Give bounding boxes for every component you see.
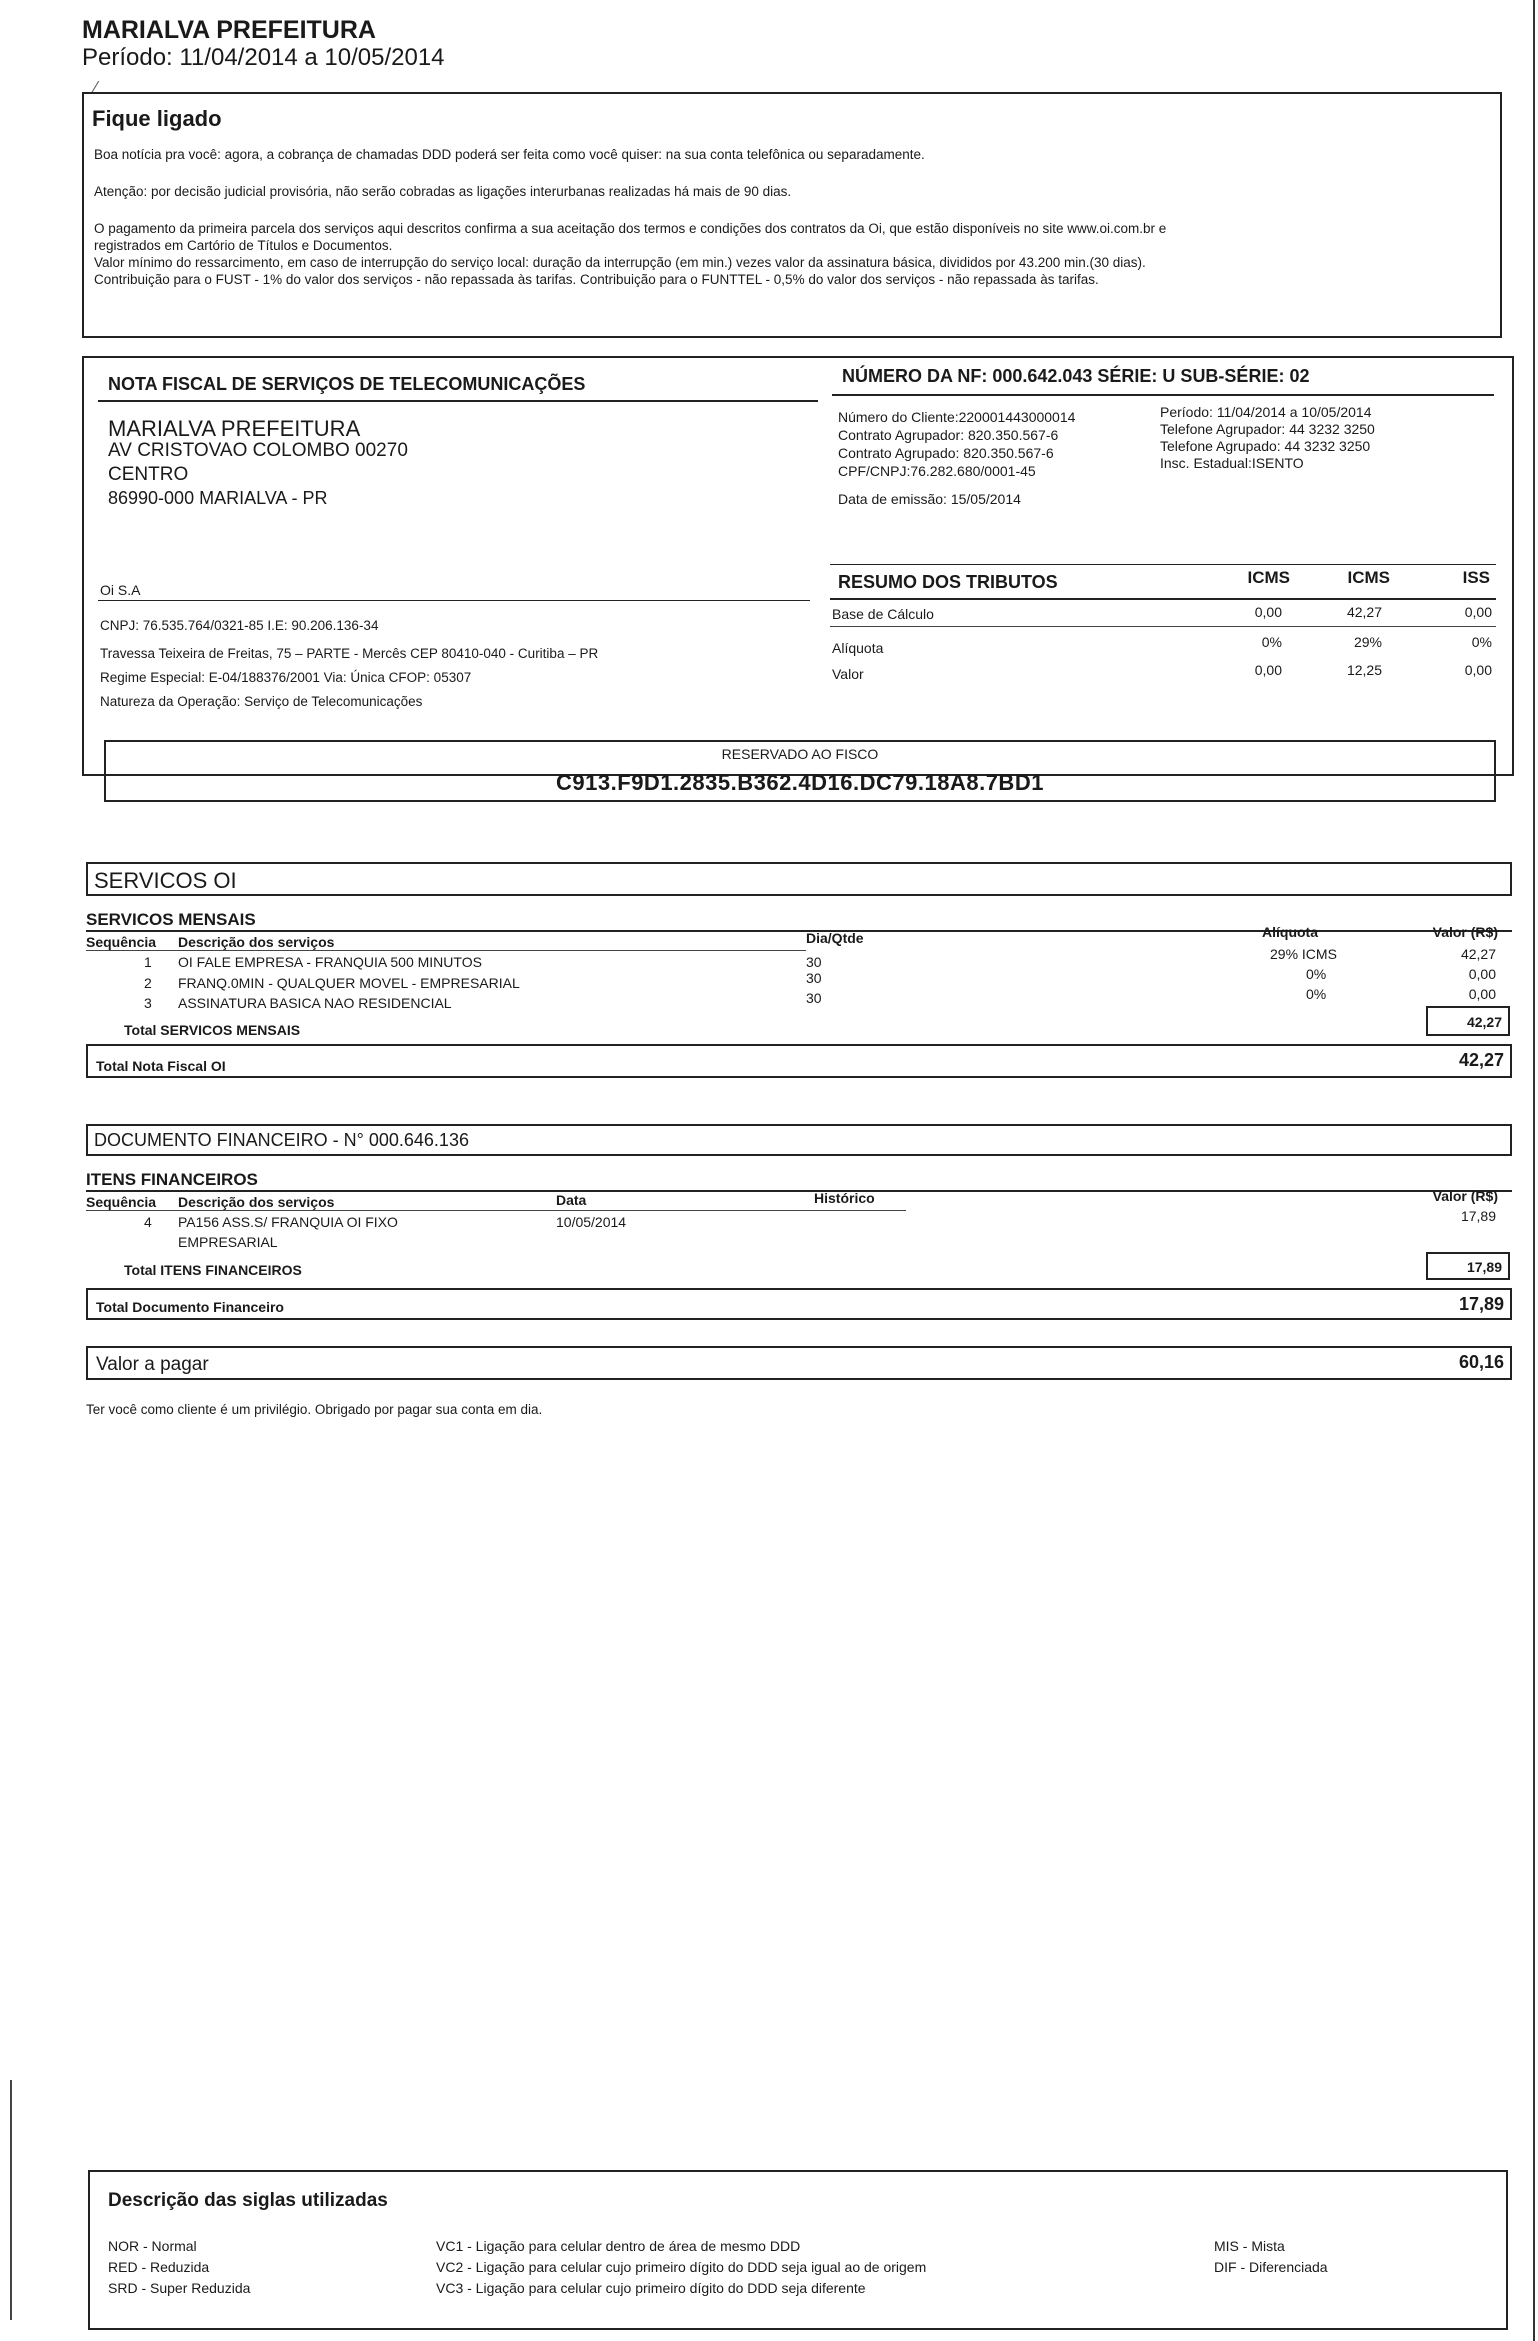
- legend-col2: [436, 2236, 926, 2299]
- notice-line: Valor mínimo do ressarcimento, em caso de interrupção do serviço local: duração da interrupção (em min.) vezes valor da assinatura básica, divididos por 43.200 min.(30 dias).: [94, 255, 1146, 270]
- period-label: Período: 11/04/2014 a 10/05/2014: [82, 44, 445, 71]
- tax-value: 0,00: [1254, 662, 1282, 678]
- legend-item: RED - Reduzida: [108, 2259, 210, 2275]
- tax-value: 42,27: [1346, 604, 1382, 620]
- tax-row-label: Alíquota: [832, 640, 884, 656]
- tax-header-icms: ICMS: [1347, 568, 1390, 587]
- legend-item: SRD - Super Reduzida: [108, 2280, 251, 2296]
- fin-col-date: Data: [556, 1192, 587, 1208]
- notice-line: O pagamento da primeira parcela dos serviços aqui descritos confirma a sua aceitação dos termos e condições dos contratos da Oi, que estão disponíveis no site www.oi.com.br e: [94, 221, 1167, 236]
- notice-line: Atenção: por decisão judicial provisória, não serão cobradas as ligações interurbanas realizadas há mais de 90 dias.: [94, 184, 792, 199]
- financial-total-label: Total ITENS FINANCEIROS: [124, 1262, 302, 1278]
- service-seq: 3: [144, 995, 152, 1011]
- legend-title: Descrição das siglas utilizadas: [108, 2190, 388, 2211]
- legend-box: [88, 2170, 1508, 2330]
- fin-col-seq: Sequência: [86, 1194, 157, 1210]
- service-qty: 30: [806, 970, 822, 986]
- legend-item: VC3 - Ligação para celular cujo primeiro dígito do DDD seja diferente: [436, 2280, 866, 2296]
- fin-desc-cont: EMPRESARIAL: [178, 1234, 278, 1250]
- services-total-value: 42,27: [1466, 1014, 1502, 1030]
- tax-value: 0,00: [1464, 662, 1492, 678]
- financial-box: [86, 1124, 1512, 1156]
- pen-mark-icon: ⁄: [94, 78, 98, 98]
- client-district: CENTRO: [108, 464, 189, 485]
- legend-item: DIF - Diferenciada: [1214, 2259, 1328, 2275]
- service-qty: 30: [806, 954, 822, 970]
- tax-row-label: Valor: [832, 666, 864, 682]
- tax-value: 12,25: [1346, 662, 1382, 678]
- phone-grouper: Telefone Agrupador: 44 3232 3250: [1160, 421, 1375, 437]
- legend-col1: [108, 2236, 250, 2299]
- nf-info-right: [1160, 404, 1375, 472]
- service-rate: 0%: [1306, 986, 1327, 1002]
- provider-details: [100, 614, 598, 714]
- fisco-box: [104, 740, 1496, 802]
- nf-info-left: [838, 408, 1075, 508]
- service-qty: 30: [806, 990, 822, 1006]
- provider-address: Travessa Teixeira de Freitas, 75 – PARTE - Mercês CEP 80410-040 - Curitiba – PR: [100, 646, 599, 661]
- tax-value: 0%: [1261, 634, 1282, 650]
- service-desc: OI FALE EMPRESA - FRANQUIA 500 MINUTOS: [178, 954, 482, 970]
- service-value: 42,27: [1460, 946, 1496, 962]
- notice-line: Contribuição para o FUST - 1% do valor dos serviços - não repassada às tarifas. Contribuição para o FUNTTEL - 0,5% do valor dos serviços - não repassada às tarifas.: [94, 272, 1099, 287]
- fin-desc: PA156 ASS.S/ FRANQUIA OI FIXO: [178, 1214, 398, 1230]
- company-title: MARIALVA PREFEITURA: [82, 16, 376, 44]
- fin-seq: 4: [144, 1214, 152, 1230]
- financial-total-value: 17,89: [1466, 1259, 1502, 1275]
- financial-total-box: [1426, 1252, 1510, 1280]
- payment-box: [86, 1346, 1512, 1380]
- service-seq: 2: [144, 975, 152, 991]
- services-box: [86, 862, 1512, 896]
- client-number: Número do Cliente:220001443000014: [838, 409, 1076, 425]
- service-value: 0,00: [1468, 966, 1496, 982]
- col-rate: Alíquota: [1262, 924, 1318, 940]
- nf-title: NOTA FISCAL DE SERVIÇOS DE TELECOMUNICAÇÕES: [108, 374, 586, 394]
- col-qty: Dia/Qtde: [806, 930, 864, 946]
- col-seq: Sequência: [86, 934, 157, 950]
- tax-value: 0,00: [1464, 604, 1492, 620]
- doc-total-label: Total Documento Financeiro: [96, 1299, 284, 1315]
- col-desc: Descrição dos serviços: [178, 934, 335, 950]
- cpf-cnpj: CPF/CNPJ:76.282.680/0001-45: [838, 463, 1036, 479]
- issue-date: Data de emissão: 15/05/2014: [838, 491, 1021, 507]
- tax-header-icms: ICMS: [1247, 568, 1290, 587]
- service-seq: 1: [144, 954, 152, 970]
- tax-row-label: Base de Cálculo: [832, 606, 934, 622]
- nf-total-label: Total Nota Fiscal OI: [96, 1058, 226, 1074]
- nf-period: Período: 11/04/2014 a 10/05/2014: [1160, 404, 1372, 420]
- scan-edge-left: [10, 2080, 12, 2320]
- payment-label: Valor a pagar: [96, 1354, 209, 1375]
- thanks-message: Ter você como cliente é um privilégio. Obrigado por pagar sua conta em dia.: [86, 1402, 543, 1417]
- notice-box: [82, 92, 1502, 338]
- fin-col-history: Histórico: [814, 1190, 875, 1206]
- service-value: 0,00: [1468, 986, 1496, 1002]
- fin-date: 10/05/2014: [556, 1214, 627, 1230]
- provider-name: Oi S.A: [100, 582, 141, 598]
- legend-item: VC1 - Ligação para celular dentro de área de mesmo DDD: [436, 2238, 801, 2254]
- tax-value: 0,00: [1254, 604, 1282, 620]
- legend-item: MIS - Mista: [1214, 2238, 1285, 2254]
- nf-total-value: 42,27: [1458, 1050, 1504, 1070]
- service-rate: 0%: [1306, 966, 1327, 982]
- payment-value: 60,16: [1458, 1352, 1504, 1372]
- legend-col3: [1214, 2236, 1328, 2278]
- col-value: Valor (R$): [1432, 924, 1498, 940]
- service-desc: ASSINATURA BASICA NAO RESIDENCIAL: [178, 995, 452, 1011]
- doc-total-box: [86, 1288, 1512, 1320]
- financial-subtitle: ITENS FINANCEIROS: [86, 1170, 258, 1189]
- notice-line: registrados em Cartório de Títulos e Documentos.: [94, 238, 393, 253]
- tax-value: 29%: [1353, 634, 1382, 650]
- services-total-box: [1426, 1006, 1510, 1036]
- notice-line: Boa notícia pra você: agora, a cobrança de chamadas DDD poderá ser feita como você quiser: na sua conta telefônica ou separadamente.: [94, 147, 925, 162]
- notice-title: Fique ligado: [92, 106, 222, 131]
- services-total-label: Total SERVICOS MENSAIS: [124, 1022, 301, 1038]
- notice-text: [94, 146, 1494, 288]
- client-address: AV CRISTOVAO COLOMBO 00270: [108, 440, 408, 461]
- fisco-code: C913.F9D1.2835.B362.4D16.DC79.18A8.7BD1: [556, 770, 1044, 795]
- nf-total-box: [86, 1044, 1512, 1078]
- services-subtitle: SERVICOS MENSAIS: [86, 910, 256, 929]
- service-rate: 29% ICMS: [1270, 946, 1337, 962]
- contract-grouper: Contrato Agrupador: 820.350.567-6: [838, 427, 1059, 443]
- services-title: SERVICOS OI: [94, 868, 237, 893]
- provider-cnpj: CNPJ: 76.535.764/0321-85 I.E: 90.206.136-34: [100, 618, 379, 633]
- contract-grouped: Contrato Agrupado: 820.350.567-6: [838, 445, 1054, 461]
- provider-nature: Natureza da Operação: Serviço de Telecomunicações: [100, 694, 423, 709]
- client-city: 86990-000 MARIALVA - PR: [108, 488, 328, 508]
- taxes-title: RESUMO DOS TRIBUTOS: [838, 572, 1058, 592]
- fin-col-desc: Descrição dos serviços: [178, 1194, 335, 1210]
- provider-regime: Regime Especial: E-04/188376/2001 Via: Única CFOP: 05307: [100, 670, 472, 685]
- legend-item: NOR - Normal: [108, 2238, 197, 2254]
- client-name: MARIALVA PREFEITURA: [108, 416, 361, 441]
- fin-col-value: Valor (R$): [1432, 1188, 1498, 1204]
- doc-total-value: 17,89: [1458, 1294, 1504, 1314]
- nf-number: NÚMERO DA NF: 000.642.043 SÉRIE: U SUB-SÉRIE: 02: [842, 366, 1310, 386]
- legend-item: VC2 - Ligação para celular cujo primeiro dígito do DDD seja igual ao de origem: [436, 2259, 927, 2275]
- financial-title: DOCUMENTO FINANCEIRO - N° 000.646.136: [94, 1130, 469, 1150]
- tax-value: 0%: [1471, 634, 1492, 650]
- fin-value: 17,89: [1460, 1208, 1496, 1224]
- scan-edge-right: [1533, 0, 1535, 2341]
- phone-grouped: Telefone Agrupado: 44 3232 3250: [1160, 438, 1371, 454]
- service-desc: FRANQ.0MIN - QUALQUER MOVEL - EMPRESARIAL: [178, 975, 520, 991]
- fisco-label: RESERVADO AO FISCO: [721, 746, 879, 762]
- tax-header-iss: ISS: [1462, 568, 1490, 587]
- state-registration: Insc. Estadual:ISENTO: [1160, 455, 1304, 471]
